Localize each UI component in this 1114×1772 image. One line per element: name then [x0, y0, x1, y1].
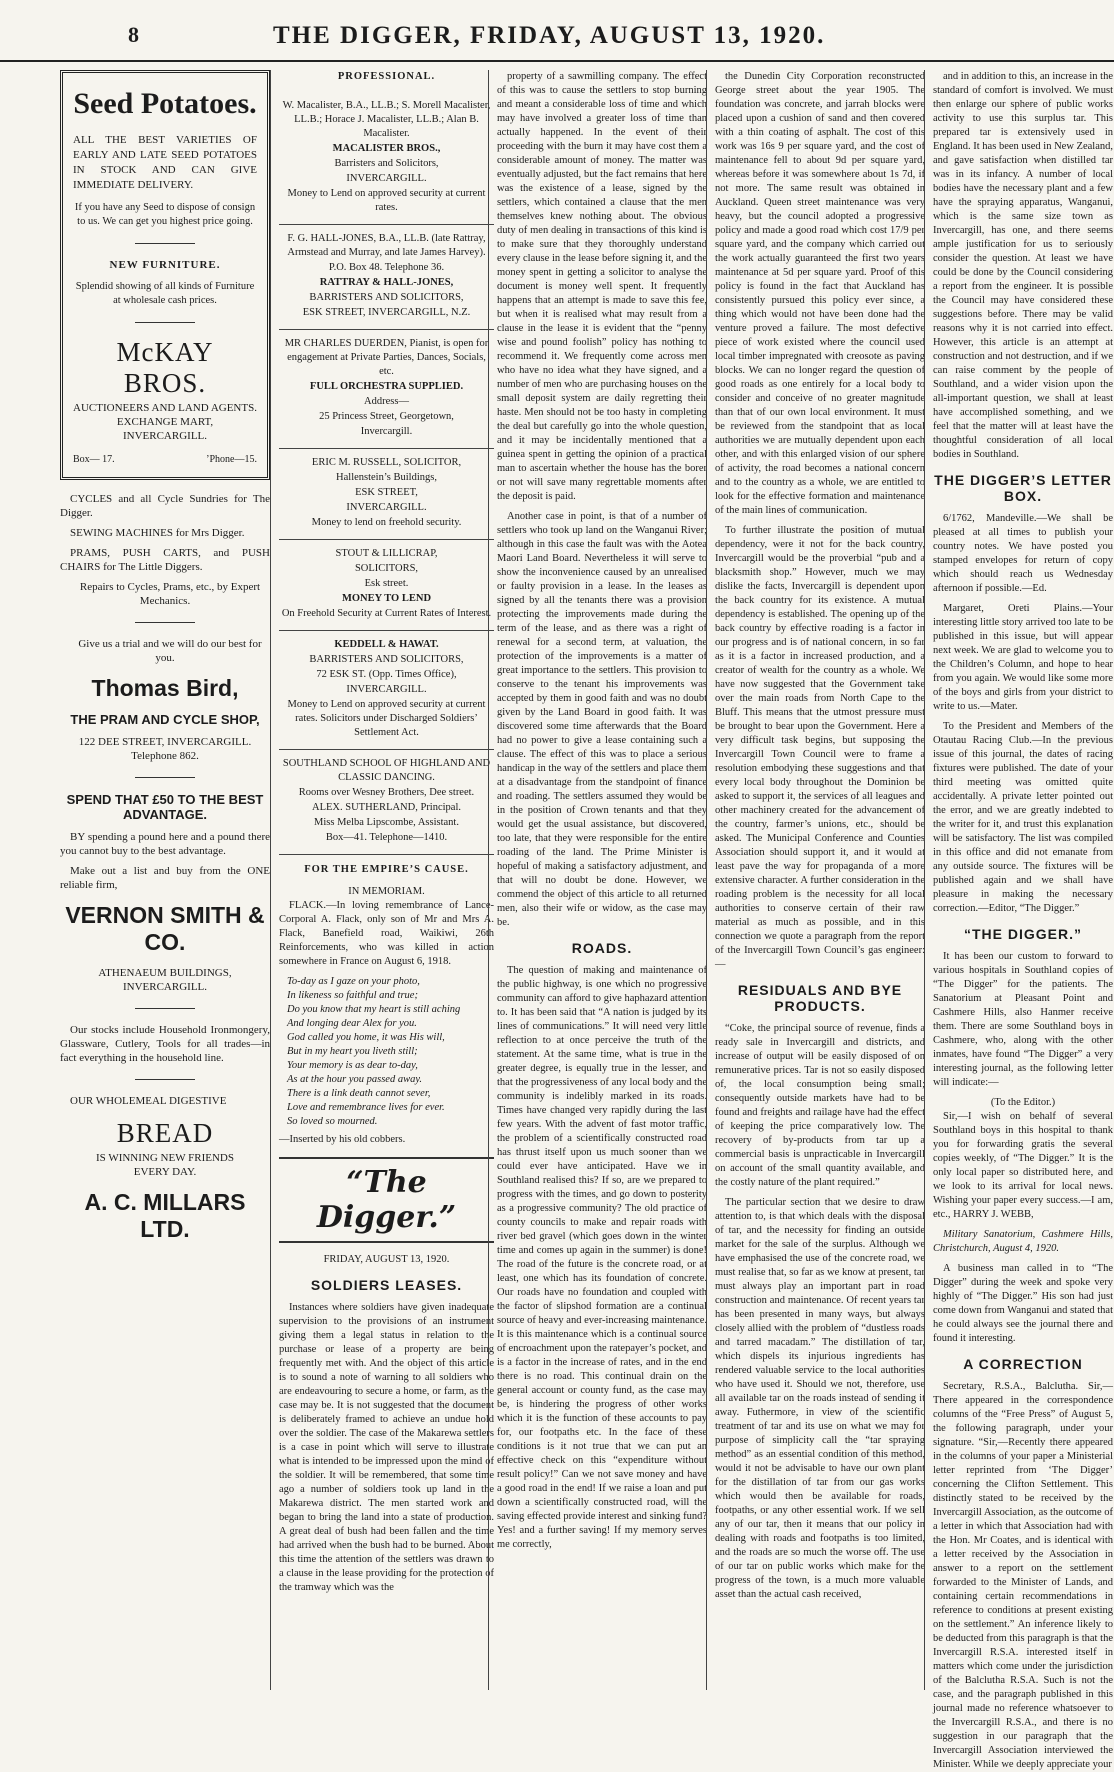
- article-paragraph: A business man called in to “The Digger” during the week and spoke very highly of “The Digger.” His son had just come down from Wanganui and stated that he could always see the journal there and found it interesting.: [933, 1263, 1113, 1344]
- company-name: Thomas Bird,: [91, 675, 239, 701]
- article-paragraph: “Coke, the principal source of revenue, finds a ready sale in Invercargill and districts, and increase of output will be easily disposed of on remunerative prices. Tar is not so easily disposed of, the local consumption being small; consequently outside markets have had to be found and freights and railage have had the effect of keeping the price comparatively low. The recovery of by-products from tar up a commercial basis is unpracticable in Invercargill on account of the small quantity available, and the costly nature of the plant required.”: [715, 1023, 925, 1188]
- professional-card: [279, 631, 494, 750]
- card-line: Miss Melba Lipscombe, Assistant.: [314, 817, 459, 828]
- memoriam-poem: [279, 975, 494, 1129]
- card-line: Box—41. Telephone—1410.: [325, 832, 448, 843]
- poem-line: God called you home, it was His will,: [287, 1032, 445, 1043]
- article-heading: SOLDIERS LEASES.: [310, 1277, 463, 1293]
- column-article-leases: [488, 70, 707, 1690]
- dateline: FRIDAY, AUGUST 13, 1920.: [323, 1254, 450, 1265]
- company-name: McKAY BROS.: [116, 337, 214, 398]
- poem-line: To-day as I gaze on your photo,: [287, 976, 420, 987]
- card-line: STOUT & LILLICRAP,: [335, 548, 438, 559]
- column-article-roads: [706, 70, 925, 1690]
- divider: [135, 1079, 195, 1080]
- card-line: P.O. Box 48. Telephone 36.: [328, 262, 445, 273]
- cycles-ad: [60, 492, 270, 763]
- ad-footer: [73, 453, 257, 467]
- memoriam-notice: [279, 863, 494, 1147]
- article-paragraph: the Dunedin City Corporation reconstructed George street about the year 1905. The foundation was concrete, and jarrah blocks were placed upon a cushion of sand and then covered with a thin coating of asphalt. The cost of this work was 16s 9 per square yard, and the cost of maintenance fell to about 9d per square yard, whereas before it was somewhere about 1s 7d, if not more. The same result was obtained in Auckland. Queen street maintenance was very heavy, but the council adopted a progressive policy and made a good road which cost 17/9 per square yard, and the company which carried out the work actually guaranteed the first two years maintenance at 5d per square yard. Proof of this policy is found in the fact that Auckland has consistently pursued this policy ever since, a thing which would not have been done had the venture proved a failure. The most defective piece of work existed where the council used local timber impregnated with creosote as paving blocks. We can no longer regard the question of good roads as one entirely for a local body to consider and conceive of no greater magnitude than that of our own local environment. It must be reviewed from the standpoint that as local authorities we are mutually dependent upon each other, and with this enlarged vision of our sphere of activity, the road becomes a national concern and to the country as a whole, we are entitled to look for the effective formation and maintenance of the main lines of communication.: [715, 71, 925, 516]
- ad-line: PRAMS, PUSH CARTS, and PUSH CHAIRS for The Little Diggers.: [60, 547, 270, 573]
- card-line: SOLICITORS,: [354, 563, 419, 574]
- phone-number: Telephone 862.: [131, 750, 199, 762]
- poem-line: Your memory is as dear to-day,: [287, 1060, 418, 1071]
- card-name: FULL ORCHESTRA SUPPLIED.: [309, 381, 464, 392]
- address-line: INVERCARGILL.: [122, 430, 208, 442]
- card-line: Money to Lend on approved security at current rates. Solicitors under Discharged Soldiers’ Settlement Act.: [287, 699, 486, 738]
- professional-card: [279, 92, 494, 225]
- professional-card: [279, 540, 494, 631]
- divider: [135, 322, 195, 323]
- card-line: INVERCARGILL.: [346, 173, 427, 184]
- seed-potatoes-ad: [60, 70, 270, 480]
- article-paragraph: It has been our custom to forward to various hospitals in Southland copies of “The Digger” for the patients. The Sanatorium at Pleasant Point and Cashmere Hills, also Hanmer receive them. There are some Southland boys in Cashmere, who, along with the other inmates, have found “The Digger” a very interesting journal, as the following letter will indicate:—: [933, 951, 1113, 1088]
- phone-number: ’Phone—15.: [206, 454, 257, 465]
- card-line: SOUTHLAND SCHOOL OF HIGHLAND AND CLASSIC DANCING.: [282, 758, 491, 783]
- card-line: INVERCARGILL.: [346, 502, 427, 513]
- card-line: Invercargill.: [360, 426, 413, 437]
- ad-line: EVERY DAY.: [133, 1166, 197, 1178]
- article-paragraph: To further illustrate the position of mutual dependency, were it not for the back country, Invercargill would be the proverbial “pub and a blacksmith shop.” However, much we may dislike the facts, Invercargill is dependent upon the back country for its existence. A mutual dependency is established. The opening up of the back country by effective roading is a factor in our progress and is of national concern, in so far as it is a factor in increased production, and a creator of wealth for the country as a whole. We have now suggested that the Government take over the main roads from North Cape to the Bluff. This means that the utmost pressure must be brought to bear upon the Government. Here a very difficult task begins, but supposing the Invercargill Town Council were to frame a resolution embodying these suggestions and that every local body throughout the Dominion be asked to support it, the services of all leagues and other machinery created for the advancement of the country, farmer’s unions, etc., should be asked. The Municipal Conference and Counties Association should support it, and it would at least pave the way for propaganda of a more extensive character. A further consideration in the roading problem is the necessity for all local authorities to conserve certain of their raw material as much as possible, and in this connection we quote a paragraph from the report of the Invercargill Town Council’s gas engineer:—: [715, 525, 925, 970]
- bread-ad: [60, 1094, 270, 1243]
- divider: [135, 622, 195, 623]
- ad-note: If you have any Seed to dispose of consign to us. We can get you highest price going.: [74, 202, 256, 227]
- ad-line: Make out a list and buy from the ONE reliable firm,: [60, 865, 270, 891]
- column-advertisements: [60, 70, 270, 1690]
- card-name: RATTRAY & HALL-JONES,: [319, 277, 454, 288]
- poem-line: So loved so mourned.: [287, 1116, 378, 1127]
- article-heading: A CORRECTION: [963, 1356, 1083, 1372]
- company-name: VERNON SMITH & CO.: [65, 902, 265, 955]
- article-paragraph: Another case in point, is that of a number of settlers who took up land on the Wanganui River; although in this case the fault was with the Aotea Maori Land Board. Nevertheless it will serve to show the inconvenience caused by an unrealised or faulty provision in a lease. In the leases as signed by all the tenants there was a provision protecting the improvements made during the term of the lease, and as there was a right of renewal for a second term, at valuation, the protection of the improvements is a matter of great importance to the settlers. This provision to conserve to the tenant his improvements was accepted by them in good faith and was no doubt given by the Land Board in good faith. It was discovered some time afterwards that the Board had no power to give a lease containing such a clause. The effect of this was to place a serious handicap in the way of the settlers and place them at a disadvantage from the standpoint of finance and roading. The settlers assumed they would be in the position of Crown tenants and that they would get the usual assistance, but discovered, too late, that they were responsible for the entire roading of the land. The Prime Minister is hopeful of making a satisfactory adjustment, and that will no doubt be done. However, we commend the object of this article to all returned men, also their wife or widow, as the case may be.: [497, 511, 707, 928]
- page-number: 8: [128, 22, 139, 47]
- poem-line: As at the hour you passed away.: [287, 1074, 423, 1085]
- ad-subhead: NEW FURNITURE.: [109, 259, 221, 271]
- address-line: 122 DEE STREET, INVERCARGILL.: [78, 736, 252, 748]
- ad-note: Splendid showing of all kinds of Furniture at wholesale cash prices.: [75, 281, 255, 306]
- subheading: IN MEMORIAM.: [348, 886, 425, 897]
- address-line: INVERCARGILL.: [122, 981, 208, 993]
- subheading: (To the Editor.): [990, 1097, 1056, 1108]
- poem-line: And longing dear Alex for you.: [287, 1018, 417, 1029]
- article-heading: THE DIGGER’S LETTER BOX.: [934, 472, 1112, 504]
- card-line: ESK STREET,: [355, 487, 418, 498]
- article-heading: RESIDUALS AND BYE PRODUCTS.: [737, 982, 903, 1014]
- divider: [135, 243, 195, 244]
- professional-card: [279, 750, 494, 855]
- letter-item: Sir,—I wish on behalf of several Southland boys in this hospital to thank you for forwarding gratis the several copies weekly, of “The Digger.” It is the only local paper so distributed here, and we look to its arrival for local news. Wishing your paper every success.—I am, etc., HARRY J. WEBB,: [933, 1111, 1113, 1220]
- article-paragraph: The question of making and maintenance of the public highway, is one which no progressive community can afford to give haphazard attention to. It has been said that “A nation is judged by its lines of communications.” It will need very little reflection to at once perceive the truth of the statement. At the same time, what is true in the greater degree, is equally true in the lesser, and that the progressiveness of any local body and the community is indelibly marked in its roads. Times have changed very rapidly during the last few years. With the advent of fast motor traffic, the problem of a scientifically constructed road has thrust itself upon us much sooner than we could ever have anticipated. Have we in Southland realised this? If so, are we prepared to progress with the times, and go down to posterity as a progressive community? The old practice of county councils to make and repair roads with river bed gravel (which goes down in the winter time and comes up again in the summer) is done! The road of the future is the concrete road, or at least, one which has its foundation of concrete. Our roads have no foundation and coupled with the factor of slipshod formation are a continual source of heavy and ever-increasing maintenance. It is this maintenance which is a continual source of encroachment upon the ratepayer’s pocket, and is a factor in the increase of rates, and in the end there is no road. This continual drain on the general account or county fund, as the case may be, is hindering the progress of other works which it is the function of these accounts to pay for, our footpaths etc. In the face of these conditions is it not true that we can put an effective check on this “expenditure without result policy!” Can we not save money and have a good road in the end! If we raise a loan and put down a scientifically constructed road, will the saving effected provide interest and sinking fund? Yes! and a further saving! If my memory serves me correctly,: [497, 965, 707, 1550]
- card-line: Esk street.: [364, 578, 409, 589]
- article-heading: ROADS.: [571, 940, 633, 956]
- letter-item: Margaret, Oreti Plains.—Your interesting little story arrived too late to be published in this issue, but will appear next week. We are glad to welcome you to the Children’s Column, and hope to hear from you again. We would like some more of the boys and girls from your district to write to us.—Mater.: [933, 603, 1113, 712]
- letter-place: Military Sanatorium, Cashmere Hills, Christchurch, August 4, 1920.: [933, 1229, 1113, 1254]
- ad-title: Seed Potatoes.: [73, 87, 257, 120]
- card-line: ERIC M. RUSSELL, SOLICITOR,: [311, 457, 462, 468]
- card-line: BARRISTERS AND SOLICITORS,: [309, 292, 464, 303]
- memoriam-signature: —Inserted by his old cobbers.: [279, 1134, 406, 1145]
- article-paragraph: Secretary, R.S.A., Balclutha. Sir,—There appeared in the correspondence columns of the “Free Press” of August 5, the following paragraph, under your signature. “Sir,—Recently there appeared in the columns of your paper a Ministerial letter reprinted from ‘The Digger’ concerning the Clifton Settlement. This distinctly stated to be received by the Invercargill Association, as the outcome of a letter in which that Association had with the Hon. Mr Coates, and is identical with a letter received by the Association in answer to a report on the settlement forwarded to the Minister of Lands, and containing certain recommendations in reference to conditions at present existing on the settlement.” An inference likely to be deducted from this paragraph is that the Invercargill R.S.A. interested itself in matters which come under the jurisdiction of the Balclutha R.S.A. Such is not the case, and the paragraph published in this journal made no reference whatsoever to the Invercargill R.S.A., and there is no suggestion in our paragraph that the Invercargill Association interviewed the Minister. While we deeply appreciate your: [933, 1381, 1114, 1770]
- poem-line: In likeness so faithful and true;: [287, 990, 418, 1001]
- card-line: INVERCARGILL.: [346, 684, 427, 695]
- vernon-smith-ad: [60, 792, 270, 1065]
- card-line: KEDDELL & HAWAT.: [334, 639, 439, 650]
- ad-line: SEWING MACHINES for Mrs Digger.: [70, 527, 245, 539]
- card-line: Hallenstein’s Buildings,: [336, 472, 437, 483]
- ad-line: Repairs to Cycles, Prams, etc., by Expert Mechanics.: [79, 581, 261, 607]
- ad-title: BREAD: [116, 1118, 214, 1148]
- section-heading: FOR THE EMPIRE’S CAUSE.: [304, 864, 469, 875]
- memoriam-text: FLACK.—In loving remembrance of Lance-Corporal A. Flack, only son of Mr and Mrs A. Flack, Banefield road, Waikiwi, 26th Reinforcements, who was killed in action somewhere in France on August 6, 1918.: [279, 900, 494, 967]
- professional-card: [279, 225, 494, 330]
- column-professional: [270, 70, 494, 1690]
- card-line: ALEX. SUTHERLAND, Principal.: [311, 802, 462, 813]
- card-line: MR CHARLES DUERDEN, Pianist, is open for engagement at Private Parties, Dances, Socials, etc.: [284, 338, 489, 377]
- ad-line: BY spending a pound here and a pound there you cannot buy to the best advantage.: [60, 831, 270, 857]
- ad-line: OUR WHOLEMEAL DIGESTIVE: [70, 1095, 227, 1107]
- section-heading: PROFESSIONAL.: [337, 71, 436, 82]
- card-line: Money to Lend on approved security at current rates.: [287, 188, 486, 213]
- professional-card: [279, 330, 494, 449]
- divider: [135, 777, 195, 778]
- card-line: Money to lend on freehold security.: [311, 517, 462, 528]
- poem-line: Love and remembrance lives for ever.: [287, 1102, 445, 1113]
- company-name: A. C. MILLARS LTD.: [84, 1189, 246, 1242]
- article-paragraph: The particular section that we desire to draw attention to, is that which deals with the disposal of tar, and the necessity for finding an outside market for the sale of the surplus. Although we have emphasised the use of the concrete road, we must realise that, so far as we know at present, tar must always play an important part in road construction and maintenance. Of recent years tar has been presented in many ways, but always closely allied with the problem of “dustless roads and tarred macadam.” The distillation of tar, which dispels its injurious ingredients has rendered valuable service to the local authorities who have used it. Should we not, therefore, use all available tar on the roads instead of sending it away. Futhermore, in view of the scientific treatment of tar and its use on what we may for purpose of simplicity call the “tar spraying method” as an essential condition of this method, would it not be advisable to have our own plant for the distillation of tar from our gas works which would then be available for roads, footpaths, or any other essential work. If we sell any of our tar, then it means that our policy in dealing with roads and footpaths is too limited, and the roads are so much the worse off. The use of our tar on public works which make for the progress of the town, is a much more valuable asset than the actual cash received,: [715, 1197, 925, 1600]
- ad-line: IS WINNING NEW FRIENDS: [95, 1152, 234, 1164]
- poem-line: But in my heart you liveth still;: [287, 1046, 418, 1057]
- card-line: On Freehold Security at Current Rates of Interest.: [281, 608, 492, 619]
- ad-line: Give us a trial and we will do our best for you.: [78, 638, 262, 664]
- ad-headline: SPEND THAT £50 TO THE BEST ADVANTAGE.: [66, 792, 264, 822]
- paper-nameplate: “The Digger.”: [279, 1157, 494, 1243]
- card-line: 25 Princess Street, Georgetown,: [319, 411, 454, 422]
- card-line: W. Macalister, B.A., LL.B.; S. Morell Macalister, LL.B.; Horace J. Macalister, LL.B.; Alan B. Macalister.: [282, 100, 491, 139]
- card-line: 72 ESK ST. (Opp. Times Office),: [316, 669, 457, 680]
- card-line: BARRISTERS AND SOLICITORS,: [309, 654, 464, 665]
- article-paragraph: property of a sawmilling company. The effect of this was to cause the settlers to stop burning and meant a considerable loss of time and which may have involved a greater loss of time than actually happened. In the event of their proceeding with the burn it may have cost them a considerable amount of money. The matter was eventually adjusted, but the fact remains that here was the existence of a lease, signed by the settlers, which contained a clause that the men themselves knew nothing about. The obvious duty of men dealing in transactions of this kind is to make sure that they thoroughly understand every clause in the lease before signing it, and the money spent in getting a solicitor to analyse the document is money well spent. It frequently happens that an attempt is made to save this fee, but when it is realised what may result from a clause in the lease it is evident that the “penny wise and pound foolish” policy has nothing to recommend it. We frequently come across men who have no idea what they have signed, and a number of men who are purchasing houses on the small deposit system are daily regretting their haste. Men should not be too hasty in completing the deal but carefully go into the whole question, and it may be incidentally mentioned that a guinea spent in getting the opinion of a practical man to ascertain whether the house has the borer or not will save many regrettable moments after the deposit is paid.: [497, 71, 707, 502]
- company-sub: THE PRAM AND CYCLE SHOP,: [70, 712, 260, 727]
- letter-item: To the President and Members of the Otautau Racing Club.—In the previous issue of this journal, the dates of racing fixtures were published. The date of your third meeting was omitted quite accidentally. A private letter pointed out the error, and we are greatly indebted to the writer for it, and trust this explanation will be satisfactory. The list was compiled in this office and did not emanate from any outside source. The fixtures will be published again and we shall have pleasure in making the necessary correction.—Editor, “The Digger.”: [933, 721, 1113, 914]
- card-name: MACALISTER BROS.,: [332, 143, 441, 154]
- box-number: Box— 17.: [73, 454, 115, 465]
- poem-line: Do you know that my heart is still aching: [287, 1004, 461, 1015]
- card-name: MONEY TO LEND: [341, 593, 432, 604]
- article-paragraph: and in addition to this, an increase in the standard of comfort is involved. We must then enlarge our sphere of public works activity to use this surplus tar. This prepared tar is extensively used in England. It has been used in New Zealand, and gave satisfaction when distilled tar was in its infancy. A number of local bodies have the necessary plant and a few have the spraying apparatus, Wanganui, which is the same size town as Invercargill, has one, and there seems ample justification for us to seriously consider the question. At least we have could be done by the Council considering a report from the engineer. It is possible the Council may have considered these suggestions before. There may be valid reasons why it is not carried into effect. However, this article is an attempt at construction and not destruction, and if we can raise comment by the people of Southland, and a wider vision upon the all-important question, we shall at least have accomplished something, and we feel that the matter will at least have the thoughtful consideration of all local bodies in Southland.: [933, 71, 1113, 460]
- card-line: F. G. HALL-JONES, B.A., LL.B. (late Rattray, Armstead and Murray, and late James Harvey).: [287, 233, 486, 258]
- ad-line: Our stocks include Household Ironmongery, Glassware, Cutlery, Tools for all trades—in fact everything in the household line.: [60, 1024, 270, 1064]
- column-letter-box: [924, 70, 1114, 1770]
- address-line: EXCHANGE MART,: [116, 416, 214, 428]
- article-heading: “THE DIGGER.”: [963, 926, 1082, 942]
- card-line: ESK STREET, INVERCARGILL, N.Z.: [302, 307, 471, 318]
- poem-line: There is a link death cannot sever,: [287, 1088, 431, 1099]
- address-line: ATHENAEUM BUILDINGS,: [98, 967, 232, 979]
- page-title: THE DIGGER, FRIDAY, AUGUST 13, 1920.: [273, 22, 826, 49]
- masthead: [0, 0, 1114, 62]
- divider: [135, 1008, 195, 1009]
- ad-body: ALL THE BEST VARIETIES OF EARLY AND LATE SEED POTATOES IN STOCK AND CAN GIVE IMMEDIATE DELIVERY.: [73, 134, 257, 191]
- professional-card: [279, 449, 494, 540]
- article-paragraph: Instances where soldiers have given inadequate supervision to the provisions of an instrument giving them a legal status in relation to the purchase or lease of a property are being frequently met with. And the object of this article is to sound a note of warning to all soldiers who are endeavouring to secure a home, or farm, as the case may be. It is not suggested that the document is deliberately framed to achieve an undue hold over the soldier. The case of the Makarewa settlers is a case in point which will serve to illustrate what is intended to be impressed upon the mind of the soldier. It will be remembered, that some time ago a number of soldiers took up land in the Makarewa district. The men started work and began to bring the land into a state of production. A great deal of bush had been fallen and the time had arrived when the bush had to be burned. About this time the attention of the settlers was drawn to a clause in the lease providing for the protection of the tramway which was the: [279, 1302, 494, 1593]
- card-line: Barristers and Solicitors,: [334, 158, 439, 169]
- card-line: Address—: [364, 396, 409, 407]
- letter-item: 6/1762, Mandeville.—We shall be pleased at all times to publish your country notes. We have posted you stamped envelopes for return of copy which should reach us Wednesday afternoon if possible.—Ed.: [933, 513, 1113, 594]
- company-sub: AUCTIONEERS AND LAND AGENTS.: [73, 402, 257, 414]
- card-line: Rooms over Wesney Brothers, Dee street.: [298, 787, 475, 798]
- ad-line: CYCLES and all Cycle Sundries for The Digger.: [60, 493, 270, 519]
